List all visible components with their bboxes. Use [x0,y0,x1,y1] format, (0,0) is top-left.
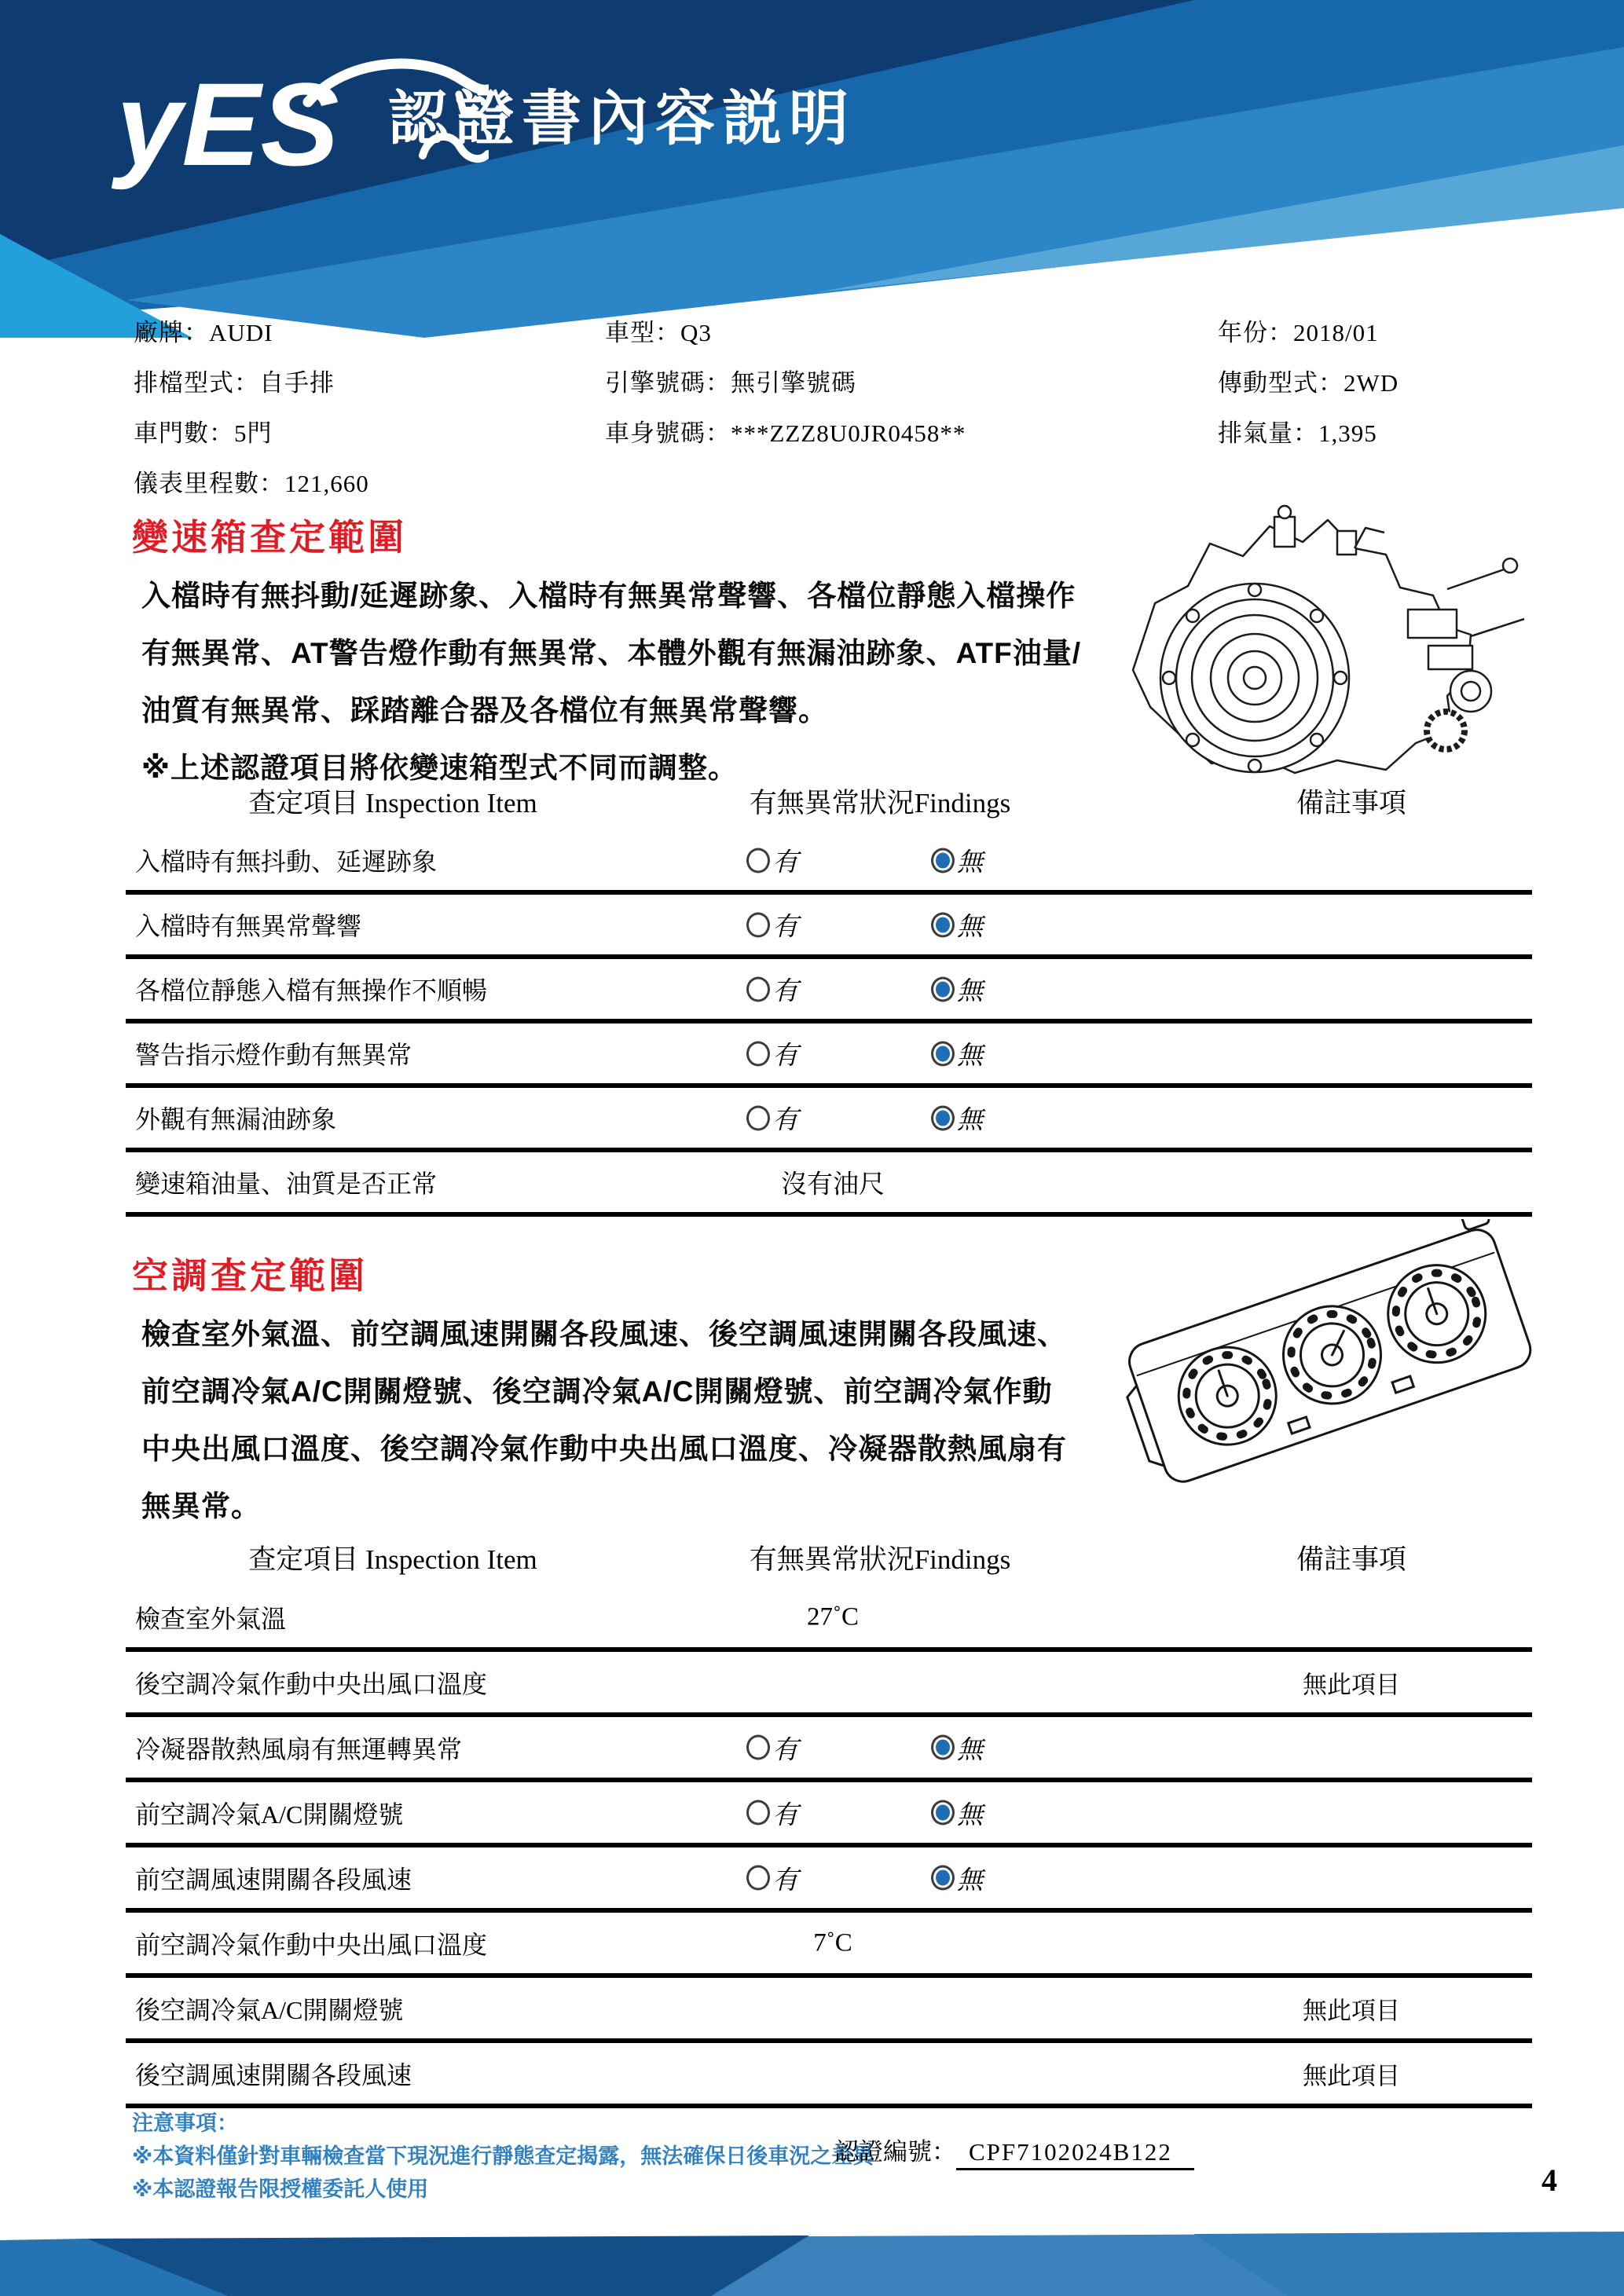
certificate-number-line [834,2132,1194,2167]
remark-text: 無此項目 [1303,1671,1400,1698]
table-header-row [126,1538,1532,1587]
radio-circle-unselected[interactable] [746,976,770,1002]
radio-option-yes[interactable]: 有 [746,1859,798,1896]
notice-line: ※本資料僅針對車輛檢查當下現況進行靜態查定揭露，無法確保日後車況之差異 [132,2144,874,2168]
radio-option-no[interactable]: 無 [931,1035,983,1072]
vehicle-field-mileage: 儀表里程數：121,660 [134,470,369,497]
vehicle-field-engine-no: 引擎號碼：無引擎號碼 [605,369,856,397]
radio-option-yes[interactable]: 有 [746,1729,798,1766]
transmission-illustration [1078,493,1565,792]
radio-circle-unselected[interactable] [746,1105,770,1130]
certificate-number-label: 認證編號： [834,2138,956,2166]
table-header-row [126,782,1532,830]
notice-line: ※本認證報告限授權委託人使用 [132,2177,429,2201]
radio-option-yes[interactable]: 有 [746,1035,798,1072]
radio-option-yes[interactable]: 有 [746,842,798,879]
remark-text: 無此項目 [1303,2062,1400,2089]
table-row [126,1587,1532,1652]
radio-circle-unselected[interactable] [746,912,770,937]
vehicle-field-brand: 廠牌：AUDI [134,319,273,346]
vehicle-field-displacement: 排氣量：1,395 [1218,419,1377,447]
radio-option-no[interactable]: 無 [931,906,983,943]
table-row [126,1717,1532,1782]
radio-circle-unselected[interactable] [746,1800,770,1825]
column-header-remarks: 備註事項 [1296,788,1406,818]
radio-circle-unselected[interactable] [746,848,770,873]
radio-circle-selected[interactable] [931,1866,955,1891]
inspection-item-label: 前空調冷氣A/C開關燈號 [135,1800,404,1829]
vehicle-field-model: 車型：Q3 [605,319,712,346]
section-title-transmission: 變速箱查定範圍 [132,517,407,558]
radio-option-yes[interactable]: 有 [746,1100,798,1137]
inspection-item-label: 入檔時有無抖動、延遲跡象 [135,848,438,876]
vehicle-field-doors: 車門數：5門 [134,419,273,447]
table-row [126,1152,1532,1217]
vehicle-field-vin: 車身號碼：***ZZZ8U0JR0458** [605,419,966,447]
notice-block [132,2107,874,2206]
remark-text: 無此項目 [1303,1997,1400,2024]
column-header-findings: 有無異常狀況Findings [749,1544,1011,1575]
page-title: 認證書內容説明 [388,86,856,152]
inspection-item-label: 後空調冷氣作動中央出風口溫度 [135,1669,488,1698]
notice-title: 注意事項： [132,2111,238,2135]
radio-option-yes[interactable]: 有 [746,1794,798,1831]
section-description-transmission: 入檔時有無抖動/延遲跡象、入檔時有無異常聲響、各檔位靜態入檔操作 有無異常、AT警告燈作動有無異常、本體外觀有無漏油跡象、ATF油量/ 油質有無異常、踩踏離合器及各檔位有無異常聲響。 ※上述認證項目將依變速箱型式不同而調整。 [141,580,1082,784]
finding-text: 27˚C [807,1602,859,1631]
radio-circle-unselected[interactable] [746,1735,770,1760]
radio-option-yes[interactable]: 有 [746,906,798,943]
column-header-inspection-item: 查定項目 Inspection Item [248,1544,537,1575]
inspection-item-label: 各檔位靜態入檔有無操作不順暢 [135,976,488,1005]
transmission-inspection-table [126,782,1532,1217]
table-row [126,1978,1532,2043]
inspection-item-label: 前空調冷氣作動中央出風口溫度 [135,1930,488,1959]
table-row [126,830,1532,895]
inspection-item-label: 冷凝器散熱風扇有無運轉異常 [135,1734,463,1763]
inspection-item-label: 入檔時有無異常聲響 [135,912,362,940]
table-row [126,1847,1532,1913]
radio-circle-selected[interactable] [931,1041,955,1066]
radio-option-no[interactable]: 無 [931,971,983,1008]
table-row [126,959,1532,1023]
radio-circle-selected[interactable] [931,912,955,937]
certificate-number-value: CPF7102024B122 [956,2138,1194,2170]
radio-circle-selected[interactable] [931,1800,955,1825]
radio-circle-selected[interactable] [931,1105,955,1130]
page-number: 4 [1542,2162,1557,2198]
inspection-item-label: 變速箱油量、油質是否正常 [135,1170,438,1198]
radio-circle-selected[interactable] [931,1735,955,1760]
radio-circle-unselected[interactable] [746,1041,770,1066]
table-row [126,895,1532,959]
yes-logo-text: yES [116,58,339,190]
table-row [126,1913,1532,1978]
vehicle-field-gearbox-type: 排檔型式：自手排 [134,369,335,397]
radio-option-yes[interactable]: 有 [746,971,798,1008]
column-header-remarks: 備註事項 [1296,1544,1406,1575]
radio-option-no[interactable]: 無 [931,1794,983,1831]
section-description-air-conditioning: 檢查室外氣溫、前空調風速開關各段風速、後空調風速開關各段風速、 前空調冷氣A/C開關燈號、後空調冷氣A/C開關燈號、前空調冷氣作動 中央出風口溫度、後空調冷氣作動中央出風口溫度、冷凝器散熱風扇有 無異常。 [141,1318,1067,1522]
inspection-item-label: 檢查室外氣溫 [135,1604,287,1633]
table-row [126,1782,1532,1847]
inspection-item-label: 外觀有無漏油跡象 [135,1105,337,1133]
radio-option-no[interactable]: 無 [931,1859,983,1896]
footer-band-art [0,2229,1624,2296]
ac-panel-illustration [1094,1219,1565,1490]
vehicle-field-year: 年份：2018/01 [1218,319,1379,346]
table-row [126,1088,1532,1152]
inspection-item-label: 後空調風速開關各段風速 [135,2060,412,2089]
radio-circle-selected[interactable] [931,848,955,873]
table-row [126,2043,1532,2108]
radio-circle-unselected[interactable] [746,1866,770,1891]
section-title-air-conditioning: 空調查定範圍 [132,1255,368,1296]
vehicle-field-drive-type: 傳動型式：2WD [1218,369,1399,397]
radio-option-no[interactable]: 無 [931,1729,983,1766]
ac-inspection-table [126,1538,1532,2108]
radio-option-no[interactable]: 無 [931,842,983,879]
column-header-findings: 有無異常狀況Findings [749,788,1011,818]
column-header-inspection-item: 查定項目 Inspection Item [248,788,537,818]
radio-circle-selected[interactable] [931,976,955,1002]
inspection-item-label: 前空調風速開關各段風速 [135,1865,412,1894]
table-row [126,1023,1532,1088]
inspection-item-label: 警告指示燈作動有無異常 [135,1041,412,1069]
inspection-item-label: 後空調冷氣A/C開關燈號 [135,1995,404,2024]
radio-option-no[interactable]: 無 [931,1100,983,1137]
table-row [126,1652,1532,1717]
finding-text: 7˚C [813,1928,852,1957]
finding-text: 沒有油尺 [781,1170,885,1199]
